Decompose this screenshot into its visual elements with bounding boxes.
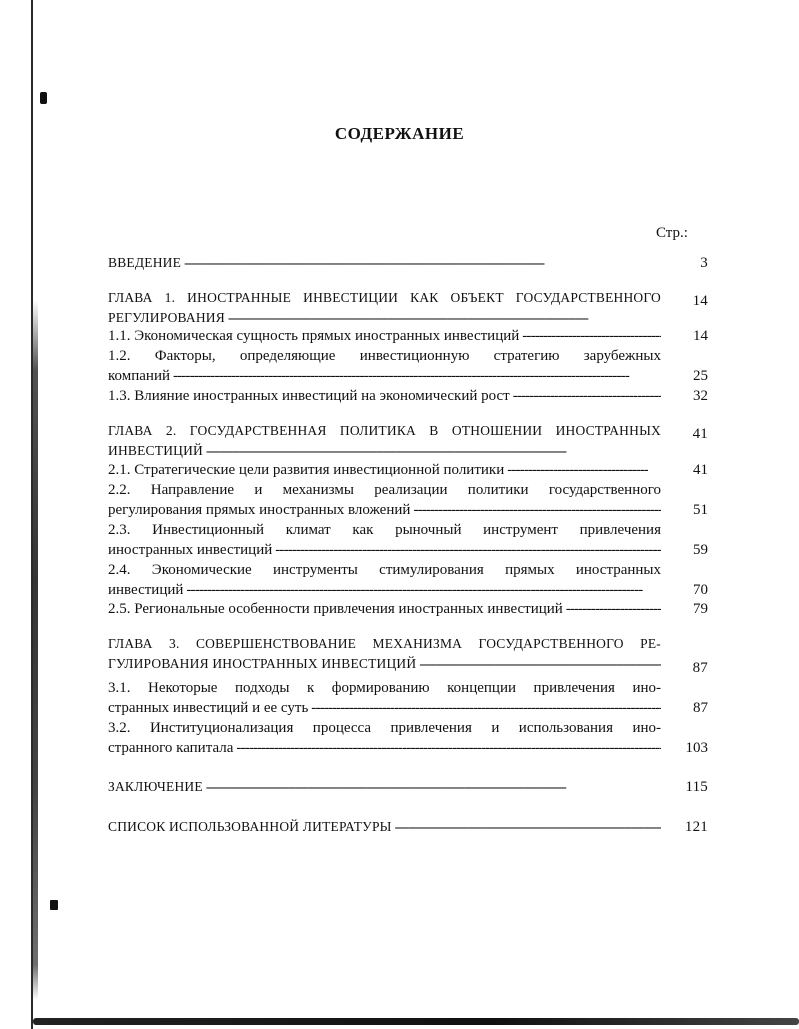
page-number: 103 [685,740,708,756]
toc-entry-1-2[interactable]: 1.2. Факторы, определяющие инвестиционную стратегию зарубежных компаний - - - 25 [108,346,708,386]
page-number: 70 [693,582,708,598]
toc-entry-1-1[interactable]: 1.1. Экономическая сущность прямых иностранных инвестиций - - - 14 [108,326,708,346]
toc-entry-chapter-1[interactable]: ГЛАВА 1. ИНОСТРАННЫЕ ИНВЕСТИЦИИ КАК ОБЪЕКТ ГОСУДАРСТВЕННОГО РЕГУЛИРОВАНИЯ - - - 14 [108,288,708,328]
toc-entry-1-3[interactable]: 1.3. Влияние иностранных инвестиций на экономический рост - - - 32 [108,386,708,406]
page-number: 32 [693,388,708,404]
page-number: 3 [700,255,708,271]
toc-entry-3-2[interactable]: 3.2. Институционализация процесса привлечения и использования ино- странного капитала - - - 103 [108,718,708,758]
page-number: 51 [693,502,708,518]
scan-binding-shadow [33,300,38,1000]
scan-mark [40,92,47,104]
toc-entry-chapter-3[interactable]: ГЛАВА 3. СОВЕРШЕНСТВОВАНИЕ МЕХАНИЗМА ГОСУДАРСТВЕННОГО РЕ- ГУЛИРОВАНИЯ ИНОСТРАННЫХ ИНВЕСТИЦИЙ - - - 87 [108,634,708,674]
page-number: 87 [692,660,708,676]
toc-entry-chapter-2[interactable]: ГЛАВА 2. ГОСУДАРСТВЕННАЯ ПОЛИТИКА В ОТНОШЕНИИ ИНОСТРАННЫХ ИНВЕСТИЦИЙ - - - 41 [108,421,708,461]
page-number: 59 [693,542,708,558]
page-number: 25 [693,368,708,384]
page-column-label: Стр.: [656,225,688,241]
toc-entry-2-2[interactable]: 2.2. Направление и механизмы реализации политики государственного регулирования прямых иностранных вложений - - - 51 [108,480,708,520]
scan-mark [50,900,58,910]
toc-entry-2-5[interactable]: 2.5. Региональные особенности привлечения иностранных инвестиций - - - 79 [108,599,708,619]
page-number: 79 [693,601,708,617]
page-number: 87 [693,700,708,716]
page-number: 41 [692,426,708,442]
page-title: СОДЕРЖАНИЕ [334,124,465,143]
page-number: 115 [685,779,708,795]
page-number: 41 [693,462,708,478]
page-number: 14 [692,293,708,309]
toc-entry-intro[interactable]: ВВЕДЕНИЕ - - - 3 [108,253,708,273]
toc-entry-2-4[interactable]: 2.4. Экономические инструменты стимулирования прямых иностранных инвестиций - - - 70 [108,560,708,600]
toc-entry-references[interactable]: СПИСОК ИСПОЛЬЗОВАННОЙ ЛИТЕРАТУРЫ - - - 121 [108,817,708,837]
scan-bottom-edge [33,1018,799,1025]
page-number: 14 [693,328,708,344]
toc-entry-conclusion[interactable]: ЗАКЛЮЧЕНИЕ - - - 115 [108,777,708,797]
toc-entry-2-1[interactable]: 2.1. Стратегические цели развития инвестиционной политики - - - 41 [108,460,708,480]
toc-entry-2-3[interactable]: 2.3. Инвестиционный климат как рыночный инструмент привлечения иностранных инвестиций - - - 59 [108,520,708,560]
toc-entry-3-1[interactable]: 3.1. Некоторые подходы к формированию концепции привлечения ино- странных инвестиций и ее суть - - - 87 [108,678,708,718]
page-number: 121 [684,819,708,835]
